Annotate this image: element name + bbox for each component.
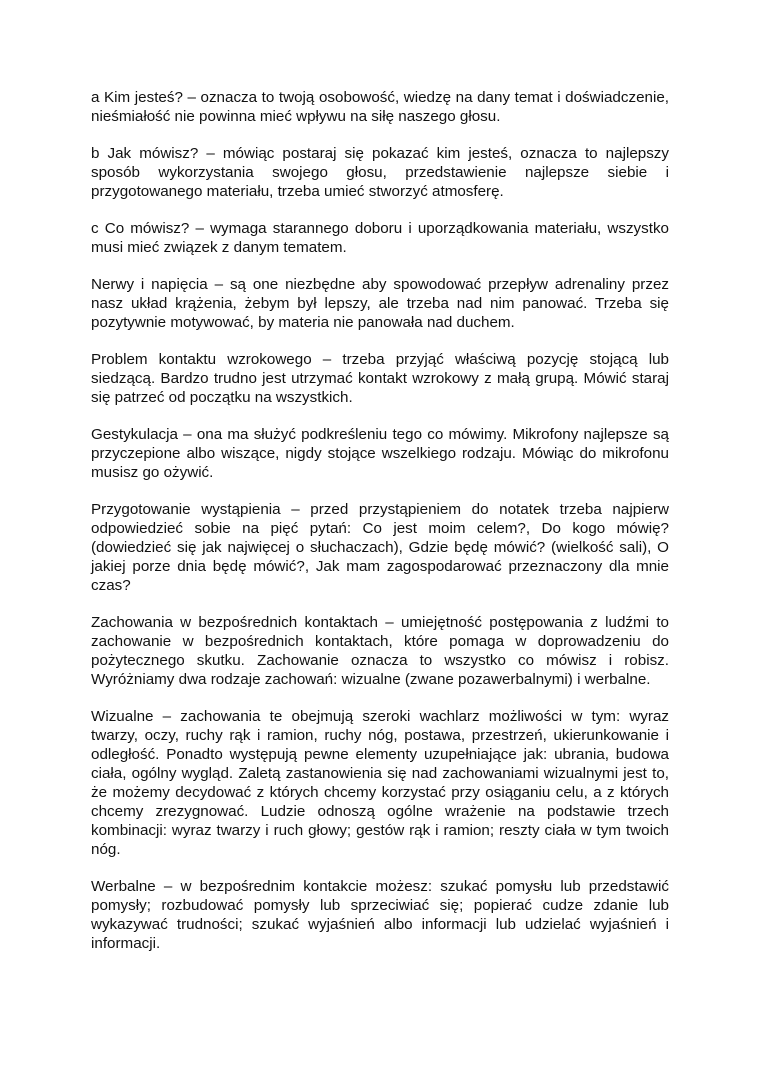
paragraph-gestykulacja: Gestykulacja – ona ma służyć podkreśleniu tego co mówimy. Mikrofony najlepsze są przyczepione albo wiszące, nigdy stojące wszelkiego rodzaju. Mówiąc do mikrofonu musisz go ożywić. xyxy=(91,426,669,481)
paragraph-co-mowisz: c Co mówisz? – wymaga starannego doboru i uporządkowania materiału, wszystko musi mieć związek z danym tematem. xyxy=(91,220,669,256)
paragraph-jak-mowisz: b Jak mówisz? – mówiąc postaraj się pokazać kim jesteś, oznacza to najlepszy sposób wykorzystania swojego głosu, przedstawienie najlepsze siebie i przygotowanego materiału, trzeba umieć stworzyć atmosferę. xyxy=(91,145,669,200)
document-body xyxy=(91,88,669,971)
paragraph-wizualne: Wizualne – zachowania te obejmują szeroki wachlarz możliwości w tym: wyraz twarzy, oczy, ruchy rąk i ramion, ruchy nóg, postawa, przestrzeń, ukierunkowanie i odległość. Ponadto występują pewne elementy uzupełniające jak: ubrania, budowa ciała, ogólny wygląd. Zaletą zastanowienia się nad zachowaniami wizualnymi jest to, że możemy decydować z których chcemy korzystać przy osiąganiu celu, a z których chcemy zrezygnować. Ludzie odnoszą ogólne wrażenie na podstawie trzech kombinacji: wyraz twarzy i ruch głowy; gestów rąk i ramion; reszty ciała w tym twoich nóg. xyxy=(91,708,669,858)
paragraph-kim-jestes: a Kim jesteś? – oznacza to twoją osobowość, wiedzę na dany temat i doświadczenie, nieśmiałość nie powinna mieć wpływu na siłę naszego głosu. xyxy=(91,89,669,125)
paragraph-werbalne: Werbalne – w bezpośrednim kontakcie możesz: szukać pomysłu lub przedstawić pomysły; rozbudować pomysły lub sprzeciwiać się; popierać cudze zdanie lub wykazywać trudności; szukać wyjaśnień albo informacji lub udzielać wyjaśnień i informacji. xyxy=(91,878,669,952)
paragraph-kontakt-wzrokowy: Problem kontaktu wzrokowego – trzeba przyjąć właściwą pozycję stojącą lub siedzącą. Bardzo trudno jest utrzymać kontakt wzrokowy z małą grupą. Mówić staraj się patrzeć od początku na wszystkich. xyxy=(91,351,669,406)
paragraph-nerwy-i-napiecia: Nerwy i napięcia – są one niezbędne aby spowodować przepływ adrenaliny przez nasz układ krążenia, żebym był lepszy, ale trzeba nad nim panować. Trzeba się pozytywnie motywować, by materia nie panowała nad duchem. xyxy=(91,276,669,331)
paragraph-zachowania-w-kontaktach: Zachowania w bezpośrednich kontaktach – umiejętność postępowania z ludźmi to zachowanie w bezpośrednich kontaktach, które pomaga w doprowadzeniu do pożytecznego skutku. Zachowanie oznacza to wszystko co mówisz i robisz. Wyróżniamy dwa rodzaje zachowań: wizualne (zwane pozawerbalnymi) i werbalne. xyxy=(91,614,669,688)
paragraph-przygotowanie-wystapienia: Przygotowanie wystąpienia – przed przystąpieniem do notatek trzeba najpierw odpowiedzieć sobie na pięć pytań: Co jest moim celem?, Do kogo mówię? (dowiedzieć się jak najwięcej o słuchaczach), Gdzie będę mówić? (wielkość sali), O jakiej porze dnia będę mówić?, Jak mam zagospodarować przeznaczony dla mnie czas? xyxy=(91,501,669,594)
